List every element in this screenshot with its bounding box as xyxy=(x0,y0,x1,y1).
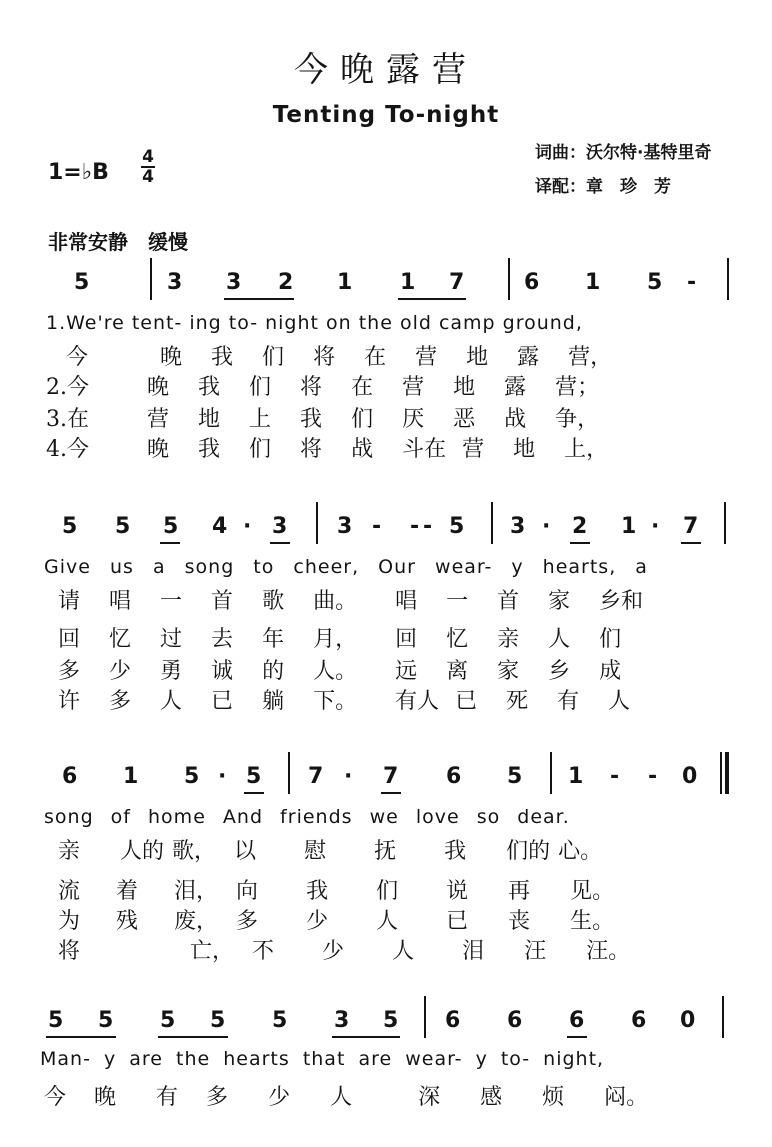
credit-lyrics: 词曲：沃尔特·基特里奇 xyxy=(535,143,712,163)
time-top: 4 xyxy=(142,147,154,167)
note: 6 xyxy=(62,764,78,789)
note: 5 xyxy=(449,514,465,539)
note: 1 xyxy=(585,270,601,295)
note: - xyxy=(423,514,433,539)
note: · xyxy=(243,514,252,539)
lyric-english: 1.We're tent- ing to- night on the old camp ground, xyxy=(46,312,583,334)
note: 3 xyxy=(272,514,288,539)
note: 0 xyxy=(680,1008,696,1033)
note: · xyxy=(218,764,227,789)
note: 6 xyxy=(631,1008,647,1033)
time-bottom: 4 xyxy=(142,167,154,187)
lyric-verse-4: 许 多 人 已 躺 下。 有人 已 死 有 人 xyxy=(58,689,631,714)
note: · xyxy=(344,764,353,789)
lyric-english: Give us a song to cheer, Our wear- y hearts, a xyxy=(44,556,648,578)
credit-arrange: 译配：章 珍 芳 xyxy=(535,177,671,197)
note: - xyxy=(610,764,620,789)
note: 5 xyxy=(246,764,262,789)
note: 5 xyxy=(647,270,663,295)
note: 6 xyxy=(507,1008,523,1033)
note: 7 xyxy=(449,270,465,295)
note: 3 xyxy=(510,514,526,539)
time-signature xyxy=(138,148,158,186)
note: 5 xyxy=(507,764,523,789)
note: 7 xyxy=(308,764,324,789)
lyric-verse-2: 回 忆 过 去 年 月， 回 忆 亲 人 们 xyxy=(58,627,622,652)
note: 5 xyxy=(115,514,131,539)
note: 5 xyxy=(383,1008,399,1033)
lyric-english: song of home And friends we love so dear. xyxy=(44,806,570,828)
note: 0 xyxy=(682,764,698,789)
note: 1 xyxy=(400,270,416,295)
lyric-english: Man- y are the hearts that are wear- y to- night, xyxy=(40,1048,605,1070)
note: 6 xyxy=(569,1008,585,1033)
lyric-verse-2: 2.今 晚 我 们 将 在 营 地 露 营； xyxy=(46,375,600,400)
note: 1 xyxy=(123,764,139,789)
song-title: 今晚露营 xyxy=(294,50,478,90)
note: 5 xyxy=(163,514,179,539)
lyric-verse-4: 4.今 晚 我 们 将 战 斗在 营 地 上， xyxy=(46,437,609,462)
lyric-verse-1: 今 晚 有 多 少 人 深 感 烦 闷。 xyxy=(44,1085,649,1110)
note: 5 xyxy=(272,1008,288,1033)
note: 3 xyxy=(337,514,353,539)
lyric-verse-1: 亲 人的 歌， 以 慰 抚 我 们的 心。 xyxy=(58,839,603,864)
note: 1 xyxy=(568,764,584,789)
note: 3 xyxy=(226,270,242,295)
key-signature: 1=♭B xyxy=(48,160,109,185)
note: 5 xyxy=(160,1008,176,1033)
note: 4 xyxy=(212,514,228,539)
note: 1 xyxy=(337,270,353,295)
note: - xyxy=(648,764,658,789)
note: 6 xyxy=(445,1008,461,1033)
note: 1 xyxy=(621,514,637,539)
note: 7 xyxy=(383,764,399,789)
lyric-verse-1: 今 晚 我 们 将 在 营 地 露 营， xyxy=(66,345,613,370)
note: - xyxy=(410,514,420,539)
lyric-verse-4: 将 亡， 不 少 人 泪 汪 汪。 xyxy=(58,939,631,964)
note: 5 xyxy=(184,764,200,789)
song-subtitle: Tenting To-night xyxy=(272,102,500,128)
note: - xyxy=(687,270,697,295)
note: - xyxy=(372,514,382,539)
lyric-verse-3: 3.在 营 地 上 我 们 厌 恶 战 争， xyxy=(46,407,600,432)
note: 2 xyxy=(572,514,588,539)
note: 7 xyxy=(683,514,699,539)
note: 2 xyxy=(278,270,294,295)
note: 3 xyxy=(334,1008,350,1033)
note: · xyxy=(651,514,660,539)
note: 5 xyxy=(62,514,78,539)
lyric-verse-2: 流 着 泪， 向 我 们 说 再 见。 xyxy=(58,879,615,904)
tempo-marking: 非常安静 缓慢 xyxy=(48,230,188,254)
note: · xyxy=(542,514,551,539)
note: 3 xyxy=(167,270,183,295)
note: 5 xyxy=(48,1008,64,1033)
lyric-verse-1: 请 唱 一 首 歌 曲。 唱 一 首 家 乡和 xyxy=(58,589,644,614)
note: 5 xyxy=(210,1008,226,1033)
note: 5 xyxy=(98,1008,114,1033)
lyric-verse-3: 多 少 勇 诚 的 人。 远 离 家 乡 成 xyxy=(58,659,622,684)
note: 5 xyxy=(74,270,90,295)
lyric-verse-3: 为 残 废， 多 少 人 已 丧 生。 xyxy=(58,909,615,934)
note: 6 xyxy=(446,764,462,789)
note: 6 xyxy=(524,270,540,295)
